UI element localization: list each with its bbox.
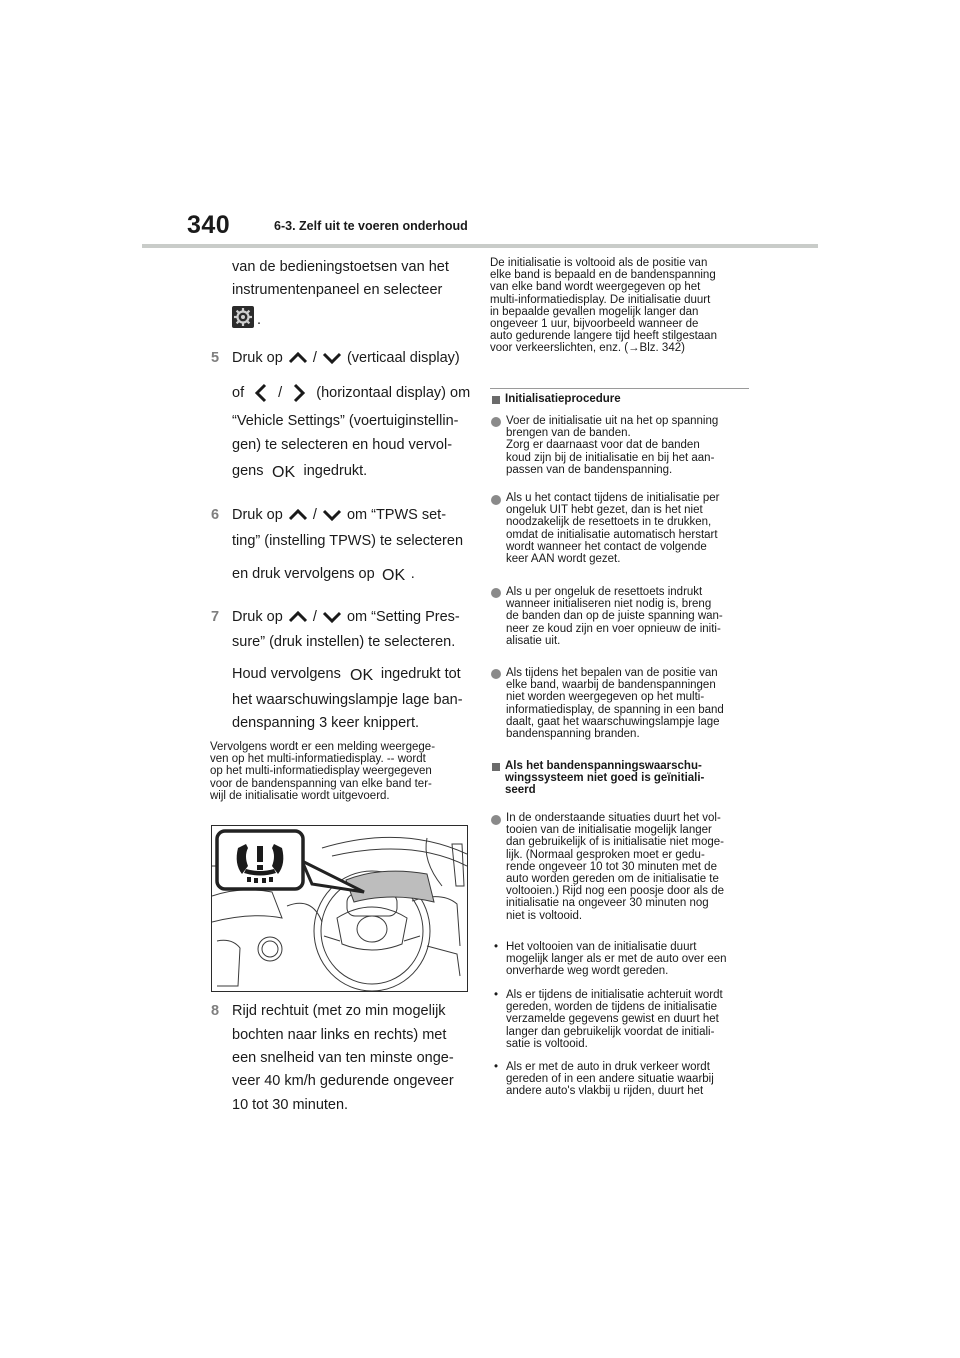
header-divider [142,244,818,248]
bullet-line: Zorg er daarnaast voor dat de banden [506,439,700,452]
bullet-line: informatiedisplay, de spanning in een band [506,703,724,716]
step7-line1 [232,609,460,625]
bullet-line: Als tijdens het bepalen van de positie van [506,667,718,679]
heading-square-icon [492,763,500,771]
bullet-line: tooien van de initialisatie mogelijk langer [506,824,712,837]
step6-line3 [232,566,415,582]
bullet-line: voltooien.) Rijd nog een poosje door als de [506,885,725,898]
bullet-icon [491,495,501,505]
sub-bullet-line: gereden, worden de tijdens de initialisatie [506,1001,717,1014]
bullet-line: dan gebruikelijk of is initialisatie niet moge- [506,836,724,849]
bullet-icon [491,669,501,679]
step7-line5: denspanning 3 keer knippert. [232,715,420,731]
page-number: 340 [187,211,231,239]
section-title: 6-3. Zelf uit te voeren onderhoud [274,219,468,233]
bullet-line: brengen van de banden. [506,427,631,440]
step-text: Druk op [232,350,283,366]
sub-bullet-line: langer dan gebruikelijk voordat de initiali- [506,1025,715,1038]
sub-bullet-line: Als er tijdens de initialisatie achteruit wordt [506,989,723,1001]
intro-line: instrumentenpaneel en selecteer [232,282,443,298]
bullet-line: passen van de bandenspanning. [506,463,673,476]
bullet-line: niet worden weergegeven op het multi- [506,691,705,704]
step-text: . [410,566,415,582]
note-line: voor de bandenspanning van elke band ter- [210,777,432,790]
bullet-line: koud zijn bij de initialisatie en bij het aan- [506,451,715,464]
separator: / [312,507,317,523]
bullet-line: wordt wanneer het contact de volgende [506,540,707,553]
step-number: 6 [211,507,220,523]
step-text: (horizontaal display) om [316,384,471,401]
bullet-line: initialisatie na ongeveer 30 minuten nog [506,897,709,910]
step-text: ingedrukt tot [380,666,461,682]
heading-line: seerd [505,784,536,797]
sub-bullet-line: verzamelde gegevens gewist en duurt het [506,1013,719,1026]
step7-note [210,741,470,802]
step7-line2: sure” (druk instellen) te selecteren. [232,634,456,650]
step-text: of [232,384,245,401]
page-reference-link[interactable]: voor verkeerslichten, enz. (→Blz. 342) [490,342,685,355]
bullet-line: keer AAN wordt gezet. [506,553,621,566]
ok-button-icon [271,463,295,479]
separator: / [278,384,283,401]
svg-text:OK: OK [272,464,296,480]
paragraph-line: ongeveer 1 uur, bijvoorbeeld wanneer de [490,318,699,331]
sub-bullet-line: Als er met de auto in druk verkeer wordt [506,1061,710,1073]
bullet-line: rende ongeveer 10 tot 30 minuten met de [506,860,717,873]
bullet-text [506,415,756,476]
sub-bullet-line: Het voltooien van de initialisatie duurt [506,941,697,953]
bullet-icon [491,417,501,427]
bullet-line: noodzakelijk de resettoets in te drukken, [506,516,712,529]
step-text: Druk op [232,609,283,625]
step5-line1 [232,350,460,366]
step7-line4: het waarschuwingslampje lage ban- [232,692,463,708]
step6-line2: ting” (instelling TPWS) te selecteren [232,533,464,549]
paragraph-line: van elke band wordt weergegeven op het [490,281,701,294]
bullet-line: Voer de initialisatie uit na het op spanning [506,415,719,427]
bullet-line: bandenspanning branden. [506,728,640,741]
step-text: Houd vervolgens [232,666,341,682]
step-number: 7 [211,609,220,625]
step-number: 5 [211,350,220,366]
paragraph-line: De initialisatie is voltooid als de positie van [490,257,708,269]
section-heading: Initialisatieprocedure [505,393,621,405]
step5-line5 [232,463,367,479]
bullet-line: auto worden gereden om de initialisatie te [506,873,719,886]
step6-line1 [232,507,446,523]
bullet-text [506,667,756,740]
bullet-line: In de onderstaande situaties duurt het vol- [506,812,721,824]
heading-line: Als het bandenspanningswaarschu- [505,760,702,772]
bullet-line: daalt, gaat het waarschuwingslampje lage [506,715,720,728]
section-divider [490,388,749,389]
bullet-line: de banden dan op de juiste spanning wan- [506,610,723,623]
ok-button-icon [381,566,405,582]
dashboard-illustration [211,825,468,992]
section-heading [505,760,704,797]
bullet-line: elke band, waarbij de bandenspanningen [506,679,716,692]
bullet-text [506,586,756,647]
paragraph-line: elke band is bepaald en de bandenspanning [490,269,716,282]
step5-line3: “Vehicle Settings” (voertuiginstellin- [232,413,459,429]
bullet-text [506,492,756,565]
chevron-up-icon [287,508,309,522]
step-text: gens [232,463,264,479]
bullet-icon [491,588,501,598]
sub-bullet-line: andere auto's vlakbij u rijden, duurt het [506,1085,704,1098]
intro-period: . [257,312,262,328]
step8-line: een snelheid van ten minste onge- [232,1050,454,1066]
separator: / [312,609,317,625]
chevron-up-icon [287,610,309,624]
settings-gear-icon [232,306,254,328]
step8-line: bochten naar links en rechts) met [232,1027,447,1043]
chevron-down-icon [321,610,343,624]
step-text: om “TPWS set- [346,507,447,523]
step-text: ingedrukt. [303,463,368,479]
step8-line: Rijd rechtuit (met zo min mogelijk [232,1003,446,1019]
bullet-icon [491,815,501,825]
sub-bullet-line: mogelijk langer als er met de auto over een [506,953,727,966]
step-number: 8 [211,1003,220,1019]
step7-line3 [232,666,461,682]
bullet-line: niet is voltooid. [506,909,583,922]
separator: / [312,350,317,366]
step5-line2 [232,382,470,404]
chevron-up-icon [287,351,309,365]
paragraph-line: in bepaalde gevallen mogelijk langer dan [490,305,699,318]
sub-bullet-line: satie is voltooid. [506,1037,588,1050]
ok-button-icon [349,666,373,682]
heading-square-icon [492,396,500,404]
svg-text:OK: OK [349,667,373,683]
note-line: wijl de initialisatie wordt uitgevoerd. [210,789,390,802]
bullet-line: wanneer initialiseren niet nodig is, breng [506,598,712,611]
sub-bullet-marker: • [494,1061,499,1073]
bullet-text [506,812,756,922]
chevron-down-icon [321,508,343,522]
step-text: en druk vervolgens op [232,566,375,582]
svg-text:OK: OK [381,567,405,583]
paragraph-line: multi-informatiedisplay. De initialisatie duurt [490,293,711,306]
bullet-line: lijk. (Normaal gesproken moet er gedu- [506,848,705,861]
sub-bullet-marker: • [494,989,499,1001]
step5-line4: gen) te selecteren en houd vervol- [232,437,453,453]
bullet-line: ongeluk UIT hebt gezet, dan is het niet [506,504,703,517]
bullet-line: neer ze koud zijn en voer opnieuw de initi- [506,622,721,635]
completion-paragraph [490,257,752,355]
bullet-line: omdat de initialisatie automatisch herstart [506,528,718,541]
sub-bullet-marker: • [494,941,499,953]
bullet-line: alisatie uit. [506,634,561,647]
intro-line: van de bedieningstoetsen van het [232,259,449,275]
step8-line: 10 tot 30 minuten. [232,1097,349,1113]
note-line: Vervolgens wordt er een melding weergege- [210,741,436,753]
sub-bullet-line: gereden of in een andere situatie waarbij [506,1073,714,1086]
sub-bullet-text [506,989,756,1050]
chevron-down-icon [321,351,343,365]
note-line: ven op het multi-informatiedisplay. -- wordt [210,753,426,766]
step-text: om “Setting Pres- [346,609,460,625]
note-line: op het multi-informatiedisplay weergegeven [210,765,432,778]
sub-bullet-text [506,1061,756,1098]
sub-bullet-line: onverharde weg wordt gereden. [506,965,669,978]
heading-line: wingssysteem niet goed is geïnitiali- [505,772,705,785]
step-text: Druk op [232,507,283,523]
bullet-line: Als u per ongeluk de resettoets indrukt [506,586,703,598]
paragraph-line: auto gedurende langere tijd heeft stilgestaan [490,330,717,343]
bullet-line: Als u het contact tijdens de initialisatie per [506,492,720,504]
sub-bullet-text [506,941,756,978]
step8-line: veer 40 km/h gedurende ongeveer [232,1073,454,1089]
chevron-left-icon [254,382,268,404]
step-text: (verticaal display) [346,350,460,366]
chevron-right-icon [292,382,306,404]
